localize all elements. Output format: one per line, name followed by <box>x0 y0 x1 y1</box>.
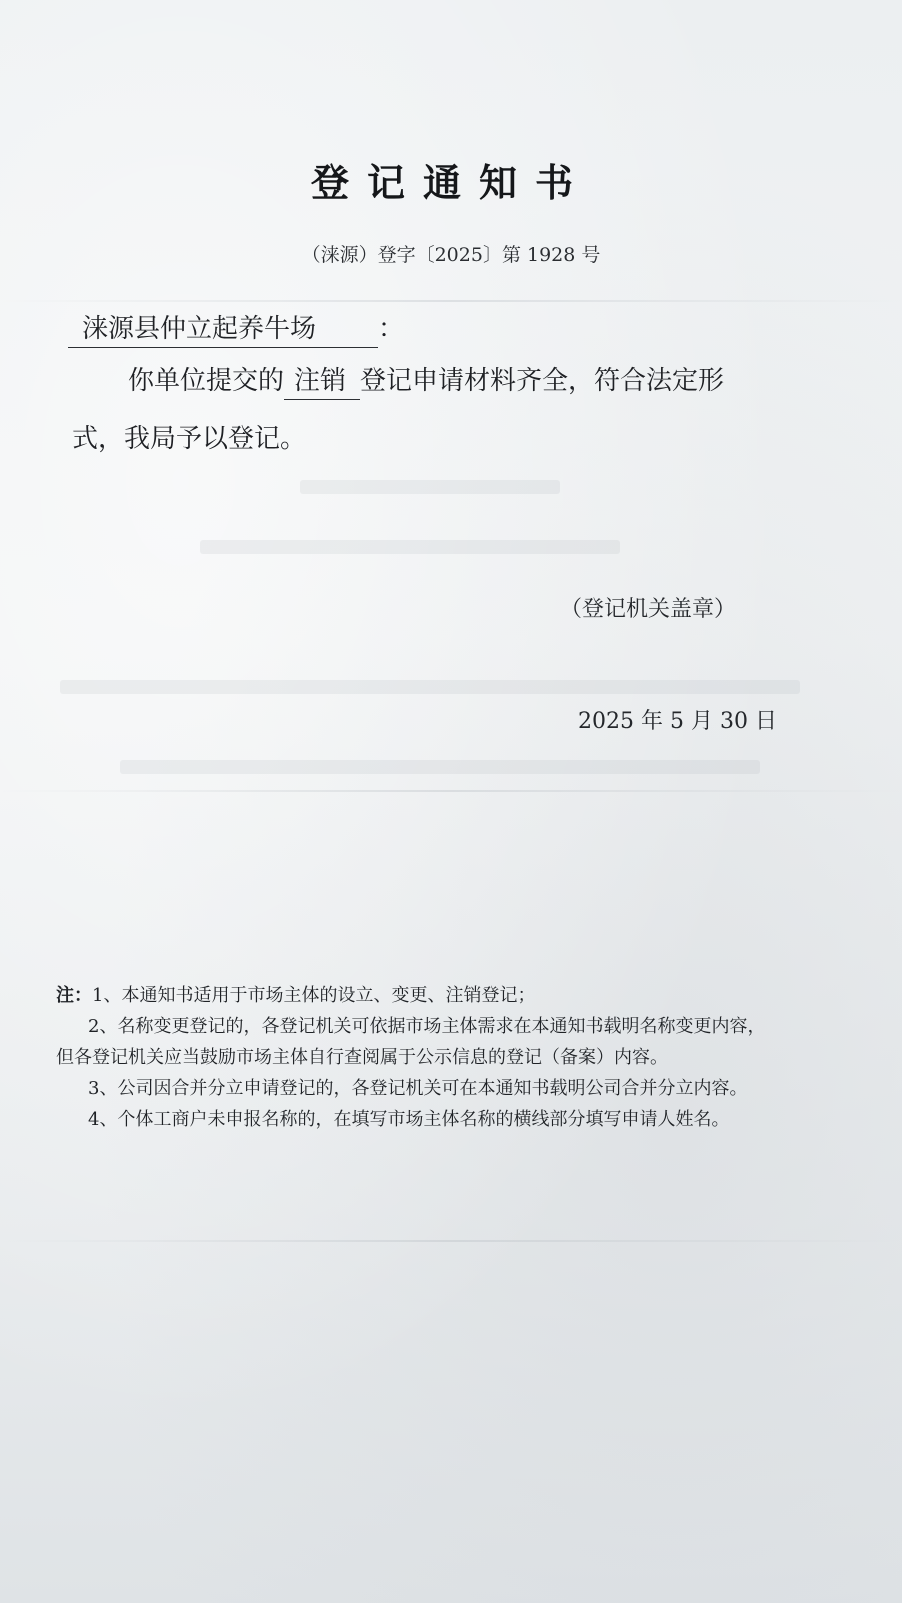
notes-section <box>56 980 876 1135</box>
body-line-1 <box>128 360 724 400</box>
issue-date: 2025 年 5 月 30 日 <box>578 709 777 734</box>
show-through-mark <box>300 480 560 494</box>
note-item <box>56 980 876 1011</box>
addressee-colon: ： <box>378 314 405 344</box>
note-item: 但各登记机关应当鼓励市场主体自行查阅属于公示信息的登记（备案）内容。 <box>56 1047 668 1068</box>
notes-label: 注： <box>56 985 92 1006</box>
paper-fold <box>0 790 902 792</box>
paper-fold <box>0 1240 902 1242</box>
note-item: 3、公司因合并分立申请登记的，各登记机关可在本通知书载明公司合并分立内容。 <box>88 1078 748 1099</box>
addressee-line <box>68 308 404 348</box>
show-through-mark <box>60 680 800 694</box>
show-through-mark <box>200 540 620 554</box>
body-line-2: 式，我局予以登记。 <box>72 424 307 454</box>
show-through-mark <box>120 760 760 774</box>
note-item: 2、名称变更登记的，各登记机关可依据市场主体需求在本通知书载明名称变更内容， <box>88 1016 766 1037</box>
note-item-text: 1、本通知书适用于市场主体的设立、变更、注销登记； <box>92 985 536 1006</box>
document-title: 登记通知书 <box>310 161 591 205</box>
body-prefix: 你单位提交的 <box>128 366 285 396</box>
note-item: 4、个体工商户未申报名称的，在填写市场主体名称的横线部分填写申请人姓名。 <box>88 1109 730 1130</box>
paper-fold <box>0 300 902 302</box>
addressee-name: 涞源县仲立起养牛场 <box>68 308 378 348</box>
body-suffix: 登记申请材料齐全，符合法定形 <box>360 366 725 396</box>
document-number: （涞源）登字〔2025〕第 1928 号 <box>301 244 601 266</box>
seal-note: （登记机关盖章） <box>560 597 737 622</box>
registration-type: 注销 <box>284 360 360 400</box>
